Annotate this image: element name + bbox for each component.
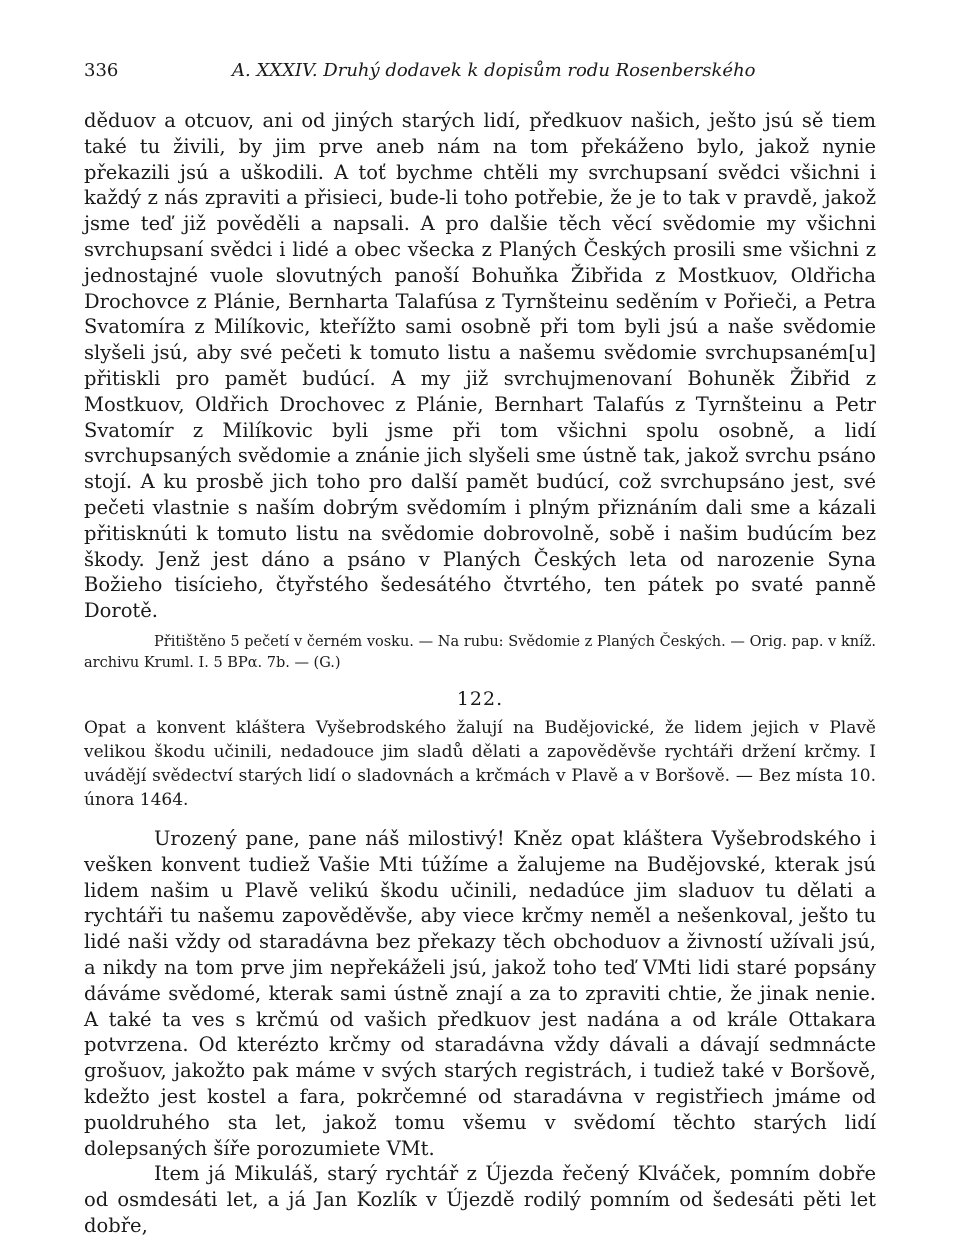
archival-note: Přitištěno 5 pečetí v černém vosku. — Na rubu: Svědomie z Planých Českých. — Orig. pap. v kníž. archivu Kruml. I. 5 BPα. 7b. — (G.)	[84, 633, 876, 671]
paragraph-continuation: děduov a otcuov, ani od jiných starých lidí, předkuov našich, ještо jsú sě tiem také tu živili, by jim prve aneb nám na tom překáženo bylo, jakož nynie překazili jsú a uškodili. A toť bychme chtěli my svrchupsaní svědci všichni i každý z nás zpraviti a přisieci, bude-li toho potřebie, že je to tak v pravdě, jakož jsme teď již pověděli a napsali. A pro dalšie těch věcí svědomie my všichni svrchupsaní svědci i lidé a obec všecka z Planých Českých prosili sme všichni z jednostajné vuole slovutných panoší Bohuňka Žibřida z Mostkuov, Oldřicha Drochovce z Plánie, Bernharta Talafúsa z Tyrnšteinu seděním v Pořieči, a Petra Svatomíra z Milíkovic, kteřížto sami osobně při tom byli jsú a naše svědomie slyšeli jsú, aby své pečeti k tomuto listu a našemu svědomie svrchupsaném[u] přitiskli pro pamět budúcí. A my již svrchujmenovaní Bohuněk Žibřid z Mostkuov, Oldřich Drochovec z Plánie, Bernhart Talafús z Tyrnšteinu a Petr Svatomír z Milíkovic byli jsme při tom všichni spolu osobně, a lidí svrchupsaných svědomie a znánie jich slyšeli sme ústně tak, jakož svrchu psáno stojí. A ku prosbě jich toho pro další pamět budúcí, což svrchupsáno jest, své pečeti vlastnie s naším dobrým svědomím i plným přiznáním dali sme a kázali přitisknúti k tomuto listu na svědomie dobrovolně, sobě i našim budúcím bez škody. Jenž jest dáno a psáno v Planých Českých leta od narozenie Syna Božieho tisícieho, čtyřstého šedesátého čtvrtého, ten pátek po svaté panně Dorotě.	[84, 109, 876, 623]
document-number: 122.	[456, 687, 504, 710]
page-header	[84, 60, 876, 90]
page-number: 336	[84, 60, 119, 81]
testimony-paragraph: Item já Mikuláš, starý rychtář z Újezda řečený Klváček, pomním dobře od osmdesáti let, a já Jan Kozlík v Újezdě rodilý pomním od šedesáti pěti let dobře,	[84, 1162, 876, 1237]
running-title: A. XXXIV. Druhý dodavek k dopisům rodu Rosenberského	[232, 60, 756, 81]
document-body	[84, 108, 876, 1239]
letter-paragraph: Urozený pane, pane náš milostivý! Kněz opat kláštera Vyšebrodského i vešken konvent tudiež Vašie Mti túžíme a žalujeme na Budějovské, kterak jsú lidem našim u Plavě velikú škodu učinili, nedadúce jim sladuov tu dělati a rychtáři tu našemu zapověděvše, aby viece krčmy neměl a nešenkoval, ještо tu lidé naši vždy od staradávna bez překazy těch obchoduov a živností užívali jsú, a nikdy na tom prve jim nepřekáželi jsú, jakož toho teď VMti lidi staré popsány dáváme svědomé, kterak sami ústně znají a za to zpraviti chtie, že jinak nenie. A také ta ves s krčmú od vašich předkuov jest nadána a od krále Ottakara potvrzena. Od kterézto krčmy od staradávna vždy dávali a dávají sedmnácte grošuov, jakožto pak máme v svých starých registrách, i tudiež také v Boršově, kdežto jest kostel a fara, pokrčemné od staradávna v registřiech jmáme od puoldruhého sta let, jakož tomu všemu v svědomí těchto starých lidí dolepsaných šíře porozumiete VMt.	[84, 826, 876, 1160]
regest-summary: Opat a konvent kláštera Vyšebrodského žalují na Budějovické, že lidem jejich v Plavě velikou škodu učinili, nedadouce jim sladů dělati a zapověděvše rychtáři držení krčmy. I uvádějí svědectví starých lidí o sladovnách a krčmách v Plavě a v Boršově. — Bez místa 10. února 1464.	[84, 717, 876, 810]
